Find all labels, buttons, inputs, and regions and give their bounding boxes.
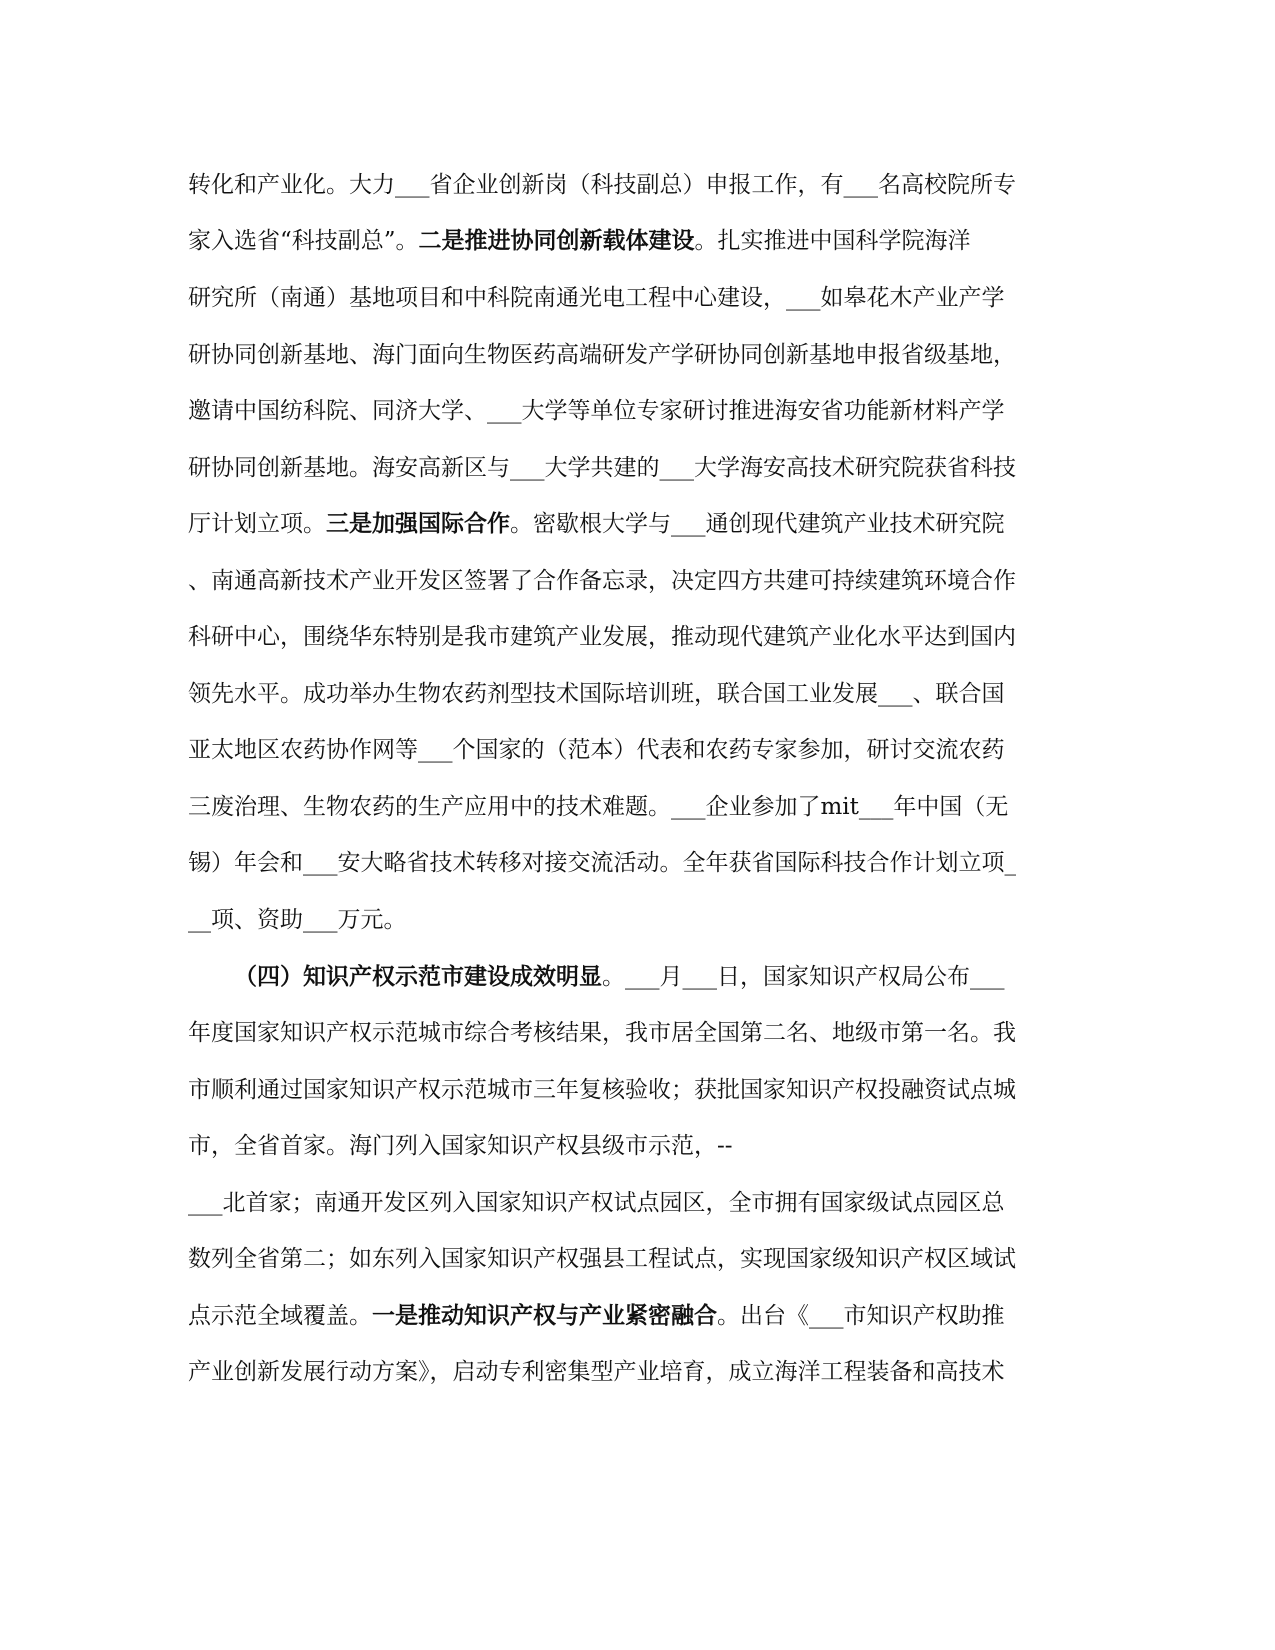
text-line: 研协同创新基地、海门面向生物医药高端研发产学研协同创新基地申报省级基地，: [188, 342, 1016, 368]
text-line: 三废治理、生物农药的生产应用中的技术难题。___企业参加了mit___年中国（无: [188, 794, 1009, 820]
text-line: ___北首家；南通开发区列入国家知识产权试点园区，全市拥有国家级试点园区总: [188, 1190, 1005, 1216]
text-line: 、南通高新技术产业开发区签署了合作备忘录，决定四方共建可持续建筑环境合作: [188, 568, 1016, 594]
bold-heading: 三是加强国际合作: [326, 511, 510, 537]
text-line: 邀请中国纺科院、同济大学、___大学等单位专家研讨推进海安省功能新材料产学: [188, 398, 1005, 424]
text-line: 研究所（南通）基地项目和中科院南通光电工程中心建设，___如皋花木产业产学: [188, 285, 1005, 311]
text-line: （四）知识产权示范市建设成效明显。___月___日，国家知识产权局公布___: [234, 964, 1005, 990]
text-line: 数列全省第二；如东列入国家知识产权强县工程试点，实现国家级知识产权区域试: [188, 1246, 1016, 1272]
text-line: __项、资助___万元。: [188, 907, 407, 933]
bold-heading: 二是推进协同创新载体建设: [418, 228, 695, 254]
text-line: 点示范全域覆盖。一是推动知识产权与产业紧密融合。出台《___市知识产权助推: [188, 1303, 1005, 1329]
text-line: 锡）年会和___安大略省技术转移对接交流活动。全年获省国际科技合作计划立项_: [188, 850, 1016, 876]
text-line: 科研中心，围绕华东特别是我市建筑产业发展，推动现代建筑产业化水平达到国内: [188, 624, 1016, 650]
text-line: 研协同创新基地。海安高新区与___大学共建的___大学海安高技术研究院获省科技: [188, 455, 1016, 481]
text-line: 家入选省“科技副总”。二是推进协同创新载体建设。扎实推进中国科学院海洋: [188, 228, 971, 254]
text-line: 市，全省首家。海门列入国家知识产权县级市示范，--: [188, 1133, 733, 1159]
bold-heading: 一是推动知识产权与产业紧密融合: [372, 1303, 717, 1329]
text-line: 市顺利通过国家知识产权示范城市三年复核验收；获批国家知识产权投融资试点城: [188, 1077, 1016, 1103]
text-line: 领先水平。成功举办生物农药剂型技术国际培训班，联合国工业发展___、联合国: [188, 681, 1005, 707]
text-line: 年度国家知识产权示范城市综合考核结果，我市居全国第二名、地级市第一名。我: [188, 1020, 1016, 1046]
section-heading: （四）知识产权示范市建设成效明显: [234, 964, 602, 990]
text-line: 产业创新发展行动方案》，启动专利密集型产业培育，成立海洋工程装备和高技术: [188, 1359, 1005, 1385]
text-line: 亚太地区农药协作网等___个国家的（范本）代表和农药专家参加，研讨交流农药: [188, 737, 1005, 763]
text-line: 厅计划立项。三是加强国际合作。密歇根大学与___通创现代建筑产业技术研究院: [188, 511, 1005, 537]
text-line: 转化和产业化。大力___省企业创新岗（科技副总）申报工作，有___名高校院所专: [188, 172, 1016, 198]
